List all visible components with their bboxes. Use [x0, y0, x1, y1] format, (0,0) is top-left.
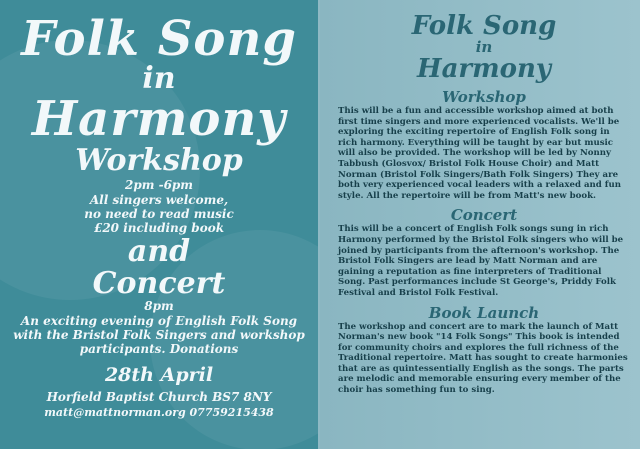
- title-line-2: in: [142, 61, 176, 96]
- title-line-3: Harmony: [31, 91, 287, 147]
- right-title-line-2: in: [475, 38, 493, 56]
- workshop-section-text: This will be a fun and accessible workshop aimed at both first time singers and more experienced vocalists. We'll be exploring the exciting repertoire of English Folk song in rich harmony. Everything will be taught by ear but music will also be provided. The workshop will be led by Nonny Tabbush (Glosvox/ Bristol Folk House Choir) and Matt Norman (Bristol Folk Singers/Bath Folk Singers) They are both very experienced vocal leaders with a relaxed and fun style. All the repertoire will be from Matt's new book.: [338, 106, 621, 201]
- workshop-time: 2pm -6pm: [124, 178, 194, 192]
- concert-section-heading: Concert: [450, 206, 518, 225]
- right-content: [320, 0, 640, 396]
- contact-info: matt@mattnorman.org 07759215438: [44, 406, 274, 419]
- workshop-section-heading: Workshop: [442, 88, 526, 106]
- right-title-line-1: Folk Song: [411, 11, 557, 41]
- title-line-1: Folk Song: [21, 11, 297, 67]
- and-heading: and: [127, 234, 191, 269]
- workshop-heading: Workshop: [75, 143, 243, 178]
- concert-section-text: This will be a concert of English Folk songs sung in rich Harmony performed by the Bristol Folk singers who will be joined by participants from the afternoon's workshop. The Bristol Folk Singers are lead by Matt Norman and are gaining a reputation as fine interpreters of Traditional Song. Past performances include St George's, Priddy Folk Festival and Bristol Folk Festival.: [338, 224, 624, 298]
- concert-heading: Concert: [92, 266, 226, 301]
- right-panel: [320, 0, 640, 449]
- concert-description: An exciting evening of English Folk Song with the Bristol Folk Singers and workshop participants. Donations: [13, 314, 305, 356]
- right-title: [338, 12, 630, 83]
- workshop-line-2: no need to read music: [84, 207, 234, 221]
- book-launch-text: The workshop and concert are to mark the launch of Matt Norman's new book "14 Folk Songs" This book is intended for community choirs and explores the full richness of the Traditional repertoire. Matt has sought to create harmonies that are as quintessentially English as the songs. The parts are melodic and memorable ensuring every member of the choir has something fun to sing.: [338, 321, 628, 396]
- event-date: 28th April: [104, 364, 214, 386]
- workshop-line-3: £20 including book: [93, 221, 225, 235]
- workshop-line-1: All singers welcome,: [89, 193, 229, 207]
- left-content: [0, 11, 318, 419]
- right-title-line-3: Harmony: [417, 54, 551, 84]
- venue: Horfield Baptist Church BS7 8NY: [46, 390, 272, 404]
- left-panel: [0, 0, 318, 449]
- concert-time: 8pm: [144, 299, 174, 313]
- book-launch-heading: Book Launch: [428, 303, 540, 322]
